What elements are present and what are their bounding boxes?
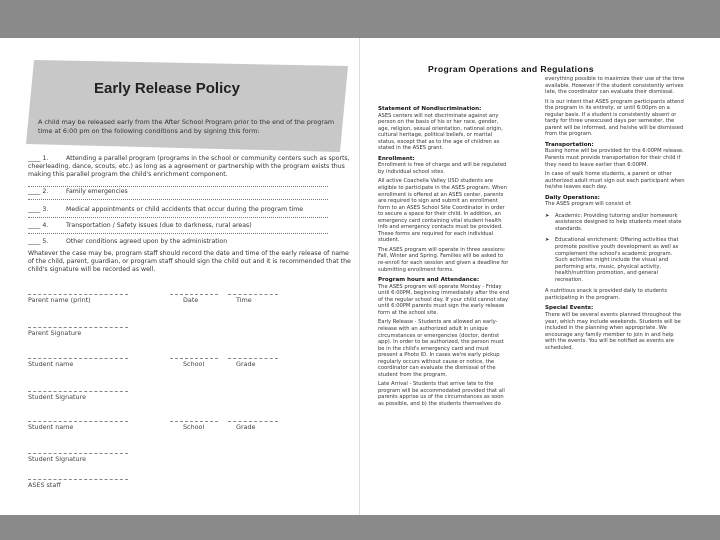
field-label: Student Signature — [28, 455, 87, 463]
bullet-arrow-icon: ➤ — [545, 237, 550, 244]
page-title: Early Release Policy — [94, 80, 240, 97]
signature-row — [28, 421, 358, 437]
list-item-text: Educational enrichment: Offering activities that promote positive youth development as well as complement the school's academic program. Such activities might include the visual and performing arts, music, physical activity, health/nutrition promotion, and general recreation. — [555, 237, 679, 283]
early-release-banner — [26, 56, 356, 156]
section-text: It is our intent that ASES program participants attend the program in its entirety, or until 6:00pm on a regular basis. If a student is consistently absent or tardy for three unexcused days per semester, the parent will be informed, and he/she will be dismissed from the program. — [545, 98, 684, 138]
policy-intro: A child may be released early from the After School Program prior to the end of the program time at 6:00 pm on the following conditions and by signing this form: — [38, 118, 335, 135]
signature-line[interactable] — [28, 294, 128, 295]
policy-closing: Whatever the case may be, program staff should record the date and time of the early release of name of the child, parent, guardian, or program staff should sign the child out and it is recommended that the child's signature will be recorded as well. — [28, 250, 351, 274]
section-text: Late Arrival - Students that arrive late to the program will be accommodated provided that all parents apprise us of the circumstances as soon as possible, and b) the students themselves do — [378, 381, 505, 407]
section-text: ASES centers will not discriminate against any person on the basis of his or her race, gender, age, religion, sexual orientation, national origin, cultural heritage, political beliefs, or marital status, except that as to the age of children as stated in the ASES grant. — [378, 112, 503, 152]
section-text: The ASES program will consist of: — [545, 201, 632, 208]
item-text: Attending a parallel program (programs in the school or community centers such as sports, cheerleading, dance, scouts, etc.) as long as a agreement or partnership with the program exists thus making this parallel program the child's enrichment component. — [28, 155, 350, 179]
field-label: Time — [236, 296, 252, 304]
separator — [28, 233, 328, 234]
policy-item-2 — [28, 188, 353, 196]
list-item — [545, 213, 685, 233]
right-page — [360, 38, 720, 515]
left-page — [0, 38, 360, 515]
item-text: Other conditions agreed upon by the administration — [66, 238, 228, 245]
item-blank: ____ 3. — [28, 206, 49, 213]
policy-item-5 — [28, 238, 353, 246]
section-heading: Statement of Nondiscrimination: — [378, 106, 482, 112]
signature-row — [28, 479, 358, 495]
signature-line[interactable] — [28, 421, 128, 422]
section-text: Early Release - Students are allowed an early-release with an authorized adult in unique circumstances or emergencies (doctor, dentist app). In order to be authorized, the person must be in the child's emergency card and must present a Photo ID. In cases we're early pickup regularly occurs without cause or notice, the coordinator can evaluate the dismissal of the student from the program. — [378, 319, 504, 378]
signature-line[interactable] — [170, 358, 218, 359]
section-text: There will be several events planned throughout the year, which may include weekends. Students will be included in the planning when appropriate. We encourage any family member to join in and help with the events. You will be notified as events are scheduled. — [545, 311, 682, 351]
section-text: All active Coachella Valley USD students are eligible to participate in the ASES program. When enrollment is offered at an ASES center, parents are required to sign and submit an enrollment form to an ASES School Site Coordinator in order to secure a space for their child. In addition, an emergency card containing vital student health info and emergency contacts must be provided. These forms are required for each individual student. — [378, 178, 507, 244]
field-label: Student name — [28, 423, 74, 431]
item-blank: ____ 2. — [28, 188, 49, 195]
section-text: In case of walk home students, a parent or other authorized adult must sign out each participant when he/she leaves each day. — [545, 171, 685, 191]
field-label: School — [183, 423, 205, 431]
field-label: Student Signature — [28, 393, 87, 401]
signature-line[interactable] — [170, 294, 218, 295]
policy-item-3 — [28, 206, 353, 214]
item-text: Medical appointments or child accidents that occur during the program time — [66, 206, 304, 213]
section-text: Enrollment is free of charge and will be regulated by individual school sites. — [378, 162, 507, 175]
field-label: Student name — [28, 360, 74, 368]
separator — [28, 217, 328, 218]
signature-line[interactable] — [28, 327, 128, 328]
section-heading: Special Events: — [545, 305, 594, 312]
signature-row — [28, 327, 358, 343]
item-text: Family emergencies — [66, 188, 128, 195]
operations-column-1 — [378, 102, 510, 411]
list-item-text: Academic: Providing tutoring and/or homework assistance designed to help students meet state standards. — [555, 212, 682, 232]
field-label: ASES staff — [28, 481, 61, 489]
item-blank: ____ 4. — [28, 222, 49, 229]
section-heading: Daily Operations: — [545, 194, 600, 201]
operations-title: Program Operations and Regulations — [428, 64, 594, 74]
signature-line[interactable] — [28, 479, 128, 480]
section-text: everything possible to maximize their use of the time available. However if the student consistently arrives late, the coordinator can evaluate their dismissal. — [545, 76, 685, 96]
signature-row — [28, 391, 358, 407]
policy-item-4 — [28, 222, 353, 230]
item-text: Transportation / Safety issues (due to darkness, rural areas) — [66, 222, 252, 229]
signature-line[interactable] — [28, 391, 128, 392]
top-frame-band — [0, 0, 720, 38]
signature-line[interactable] — [28, 453, 128, 454]
separator — [28, 186, 328, 187]
policy-item-1 — [28, 155, 353, 180]
signature-row — [28, 294, 358, 310]
signature-row — [28, 453, 358, 469]
signature-line[interactable] — [228, 421, 278, 422]
document-spread — [0, 38, 720, 515]
signature-row — [28, 358, 358, 374]
field-label: Grade — [236, 360, 256, 368]
section-text: A nutritious snack is provided daily to students participating in the program. — [545, 288, 668, 301]
bottom-frame-band — [0, 515, 720, 540]
separator — [28, 199, 328, 200]
field-label: Date — [183, 296, 199, 304]
list-item — [545, 237, 685, 283]
operations-column-2 — [545, 76, 685, 354]
signature-line[interactable] — [228, 358, 278, 359]
field-label: Parent Signature — [28, 329, 82, 337]
section-text: The ASES program will operate in three sessions: Fall, Winter and Spring. Families will be asked to re-enroll for each session and given a deadline for submitting enrollment forms. — [378, 246, 509, 273]
field-label: Parent name (print) — [28, 296, 91, 304]
banner-shape — [26, 56, 356, 156]
section-heading: Transportation: — [545, 141, 594, 148]
signature-line[interactable] — [228, 294, 278, 295]
field-label: School — [183, 360, 205, 368]
section-heading: Program hours and Attendance: — [378, 277, 480, 284]
section-text: Busing home will be provided for the 6:00PM release. Parents must provide transportation for their child if they need to leave earlier than 6:00PM. — [545, 148, 684, 168]
signature-line[interactable] — [28, 358, 128, 359]
bullet-arrow-icon: ➤ — [545, 212, 550, 219]
section-heading: Enrollment: — [378, 155, 415, 162]
field-label: Grade — [236, 423, 256, 431]
signature-line[interactable] — [170, 421, 218, 422]
item-blank: ____ 5. — [28, 238, 49, 245]
section-text: The ASES program will operate Monday - Friday until 6:00PM, beginning immediately after the end of the regular school day. If your child cannot stay until 6:00PM parents must sign the early release form at the school site. — [378, 283, 510, 316]
item-blank: ____ 1. — [28, 155, 49, 162]
